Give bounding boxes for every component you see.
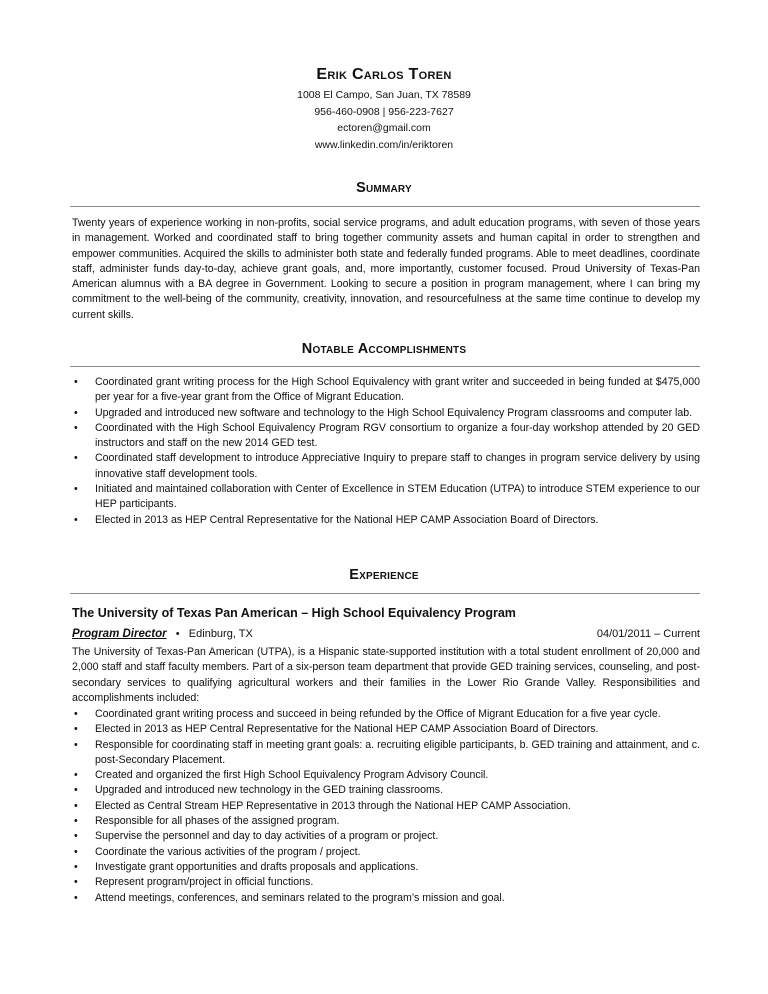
list-item bbox=[72, 722, 700, 737]
job-description: The University of Texas-Pan American (UTPA), is a Hispanic state-supported institution with a total student enrollment of 20,000 and 2,000 staff and staff faculty members. Part of a six-person team department that provide GED training services, counseling, and post-secondary services to qualifying agricultural workers and their families in the Lower Rio Grande Valley. Responsibilities and accomplishments included: bbox=[72, 646, 700, 704]
list-item-text: Upgraded and introduced new software and technology to the High School Equivalency Program classrooms and computer lab. bbox=[95, 406, 693, 419]
bullet-icon: • bbox=[74, 845, 78, 858]
list-item-text: Created and organized the first High School Equivalency Program Advisory Council. bbox=[95, 769, 489, 782]
address: 1008 El Campo, San Juan, TX 78589 bbox=[297, 89, 471, 101]
bullet-icon: • bbox=[74, 421, 78, 434]
list-item bbox=[72, 845, 700, 860]
list-item-text: Elected as Central Stream HEP Representative in 2013 through the National HEP CAMP Association. bbox=[95, 799, 571, 812]
list-item bbox=[72, 814, 700, 829]
list-item bbox=[72, 829, 700, 844]
list-item-text: Responsible for all phases of the assigned program. bbox=[95, 815, 340, 828]
bullet-icon: • bbox=[74, 723, 78, 736]
list-item-text: Investigate grant opportunities and drafts proposals and applications. bbox=[95, 860, 419, 873]
list-item bbox=[72, 875, 700, 890]
experience-heading: Experience bbox=[349, 567, 419, 583]
list-item bbox=[72, 738, 700, 769]
job-location: Edinburg, TX bbox=[188, 628, 253, 640]
bullet-icon: • bbox=[74, 513, 78, 526]
accomplishments-heading: Notable Accomplishments bbox=[301, 341, 467, 357]
list-item bbox=[72, 891, 700, 906]
list-item-text: Initiated and maintained collaboration with Center of Excellence in STEM Education (UTPA) to introduce STEM experience to our HEP participants. bbox=[95, 483, 700, 511]
list-item bbox=[72, 768, 700, 783]
email: ectoren@gmail.com bbox=[337, 122, 431, 134]
phone-numbers: 956-460-0908 | 956-223-7627 bbox=[314, 105, 454, 118]
bullet-icon: • bbox=[74, 876, 78, 889]
list-item bbox=[72, 799, 700, 814]
bullet-icon: • bbox=[74, 799, 78, 812]
list-item bbox=[72, 451, 700, 482]
list-item bbox=[72, 707, 700, 722]
linkedin-url: www.linkedin.com/in/eriktoren bbox=[314, 138, 454, 151]
accomplishments-divider bbox=[70, 366, 700, 367]
job-line bbox=[72, 628, 700, 640]
bullet-icon: • bbox=[74, 769, 78, 782]
employer-name: The University of Texas Pan American – High School Equivalency Program bbox=[72, 606, 516, 620]
job-dates: 04/01/2011 – Current bbox=[596, 628, 700, 640]
list-item-text: Coordinated with the High School Equivalency Program RGV consortium to organize a four-day workshop attended by 20 GED instructors and staff on the new 2014 GED test. bbox=[95, 421, 700, 450]
list-item bbox=[72, 482, 700, 513]
summary-heading: Summary bbox=[356, 180, 412, 196]
list-item bbox=[72, 860, 700, 875]
summary-divider bbox=[70, 206, 700, 207]
bullet-icon: • bbox=[74, 784, 78, 797]
contact-block bbox=[0, 87, 768, 153]
list-item-text: Attend meetings, conferences, and seminars related to the program’s mission and goal. bbox=[95, 891, 505, 904]
list-item-text: Elected in 2013 as HEP Central Representative for the National HEP CAMP Association Board of Directors. bbox=[95, 723, 599, 736]
bullet-icon: • bbox=[74, 452, 78, 465]
list-item-text: Coordinated staff development to introduce Appreciative Inquiry to prepare staff to changes in program service delivery by using innovative staff development tools. bbox=[95, 452, 700, 480]
resume-header bbox=[0, 66, 768, 153]
list-item-text: Upgraded and introduced new technology in the GED training classrooms. bbox=[95, 784, 444, 797]
list-item bbox=[72, 783, 700, 798]
separator-dot: • bbox=[175, 628, 180, 640]
summary-text: Twenty years of experience working in non-profits, social service programs, and adult education programs, with seven of those years in management. Worked and coordinated staff to bring together community assets and human capital in order to strengthen and empower communities. Acquired the skills to administer both state and federally funded programs. Able to meet deadlines, coordinate staff, administer funds day-to-day, achieve grant goals, and, more importantly, customer focused. Proud University of Texas-Pan American alumnus with a BA degree in Government. Looking to secure a position in program management, where I can bring my commitment to the well-being of the community, creativity, innovation, and resourcefulness at the same time continue to develop my current skills. bbox=[72, 217, 700, 321]
list-item-text: Elected in 2013 as HEP Central Representative for the National HEP CAMP Association Board of Directors. bbox=[95, 513, 599, 526]
list-item bbox=[72, 513, 700, 528]
accomplishments-list bbox=[72, 375, 700, 528]
list-item bbox=[72, 406, 700, 421]
job-title: Program Director bbox=[72, 628, 167, 640]
bullet-icon: • bbox=[74, 708, 78, 720]
list-item-text: Coordinate the various activities of the program / project. bbox=[95, 845, 361, 858]
responsibilities-list bbox=[72, 707, 700, 906]
bullet-icon: • bbox=[74, 830, 78, 843]
bullet-icon: • bbox=[74, 483, 78, 496]
list-item-text: Represent program/project in official functions. bbox=[95, 876, 314, 889]
bullet-icon: • bbox=[74, 738, 78, 751]
list-item-text: Supervise the personnel and day to day activities of a program or project. bbox=[95, 830, 439, 843]
experience-divider bbox=[70, 593, 700, 594]
bullet-icon: • bbox=[74, 860, 78, 873]
list-item-text: Responsible for coordinating staff in meeting grant goals: a. recruiting eligible participants, b. GED training and attainment, and c. post-Secondary Placement. bbox=[95, 738, 700, 766]
candidate-name: Erik Carlos Toren bbox=[316, 66, 452, 83]
bullet-icon: • bbox=[74, 376, 78, 388]
list-item-text: Coordinated grant writing process and succeed in being refunded by the Office of Migrant Education for a five year cycle. bbox=[95, 708, 661, 720]
list-item-text: Coordinated grant writing process for the High School Equivalency with grant writer and succeeded in being funded at $475,000 per year for a five-year grant from the Office of Migrant Education. bbox=[95, 376, 700, 404]
list-item bbox=[72, 375, 700, 406]
bullet-icon: • bbox=[74, 406, 78, 419]
bullet-icon: • bbox=[74, 815, 78, 828]
bullet-icon: • bbox=[74, 891, 78, 904]
list-item bbox=[72, 421, 700, 452]
